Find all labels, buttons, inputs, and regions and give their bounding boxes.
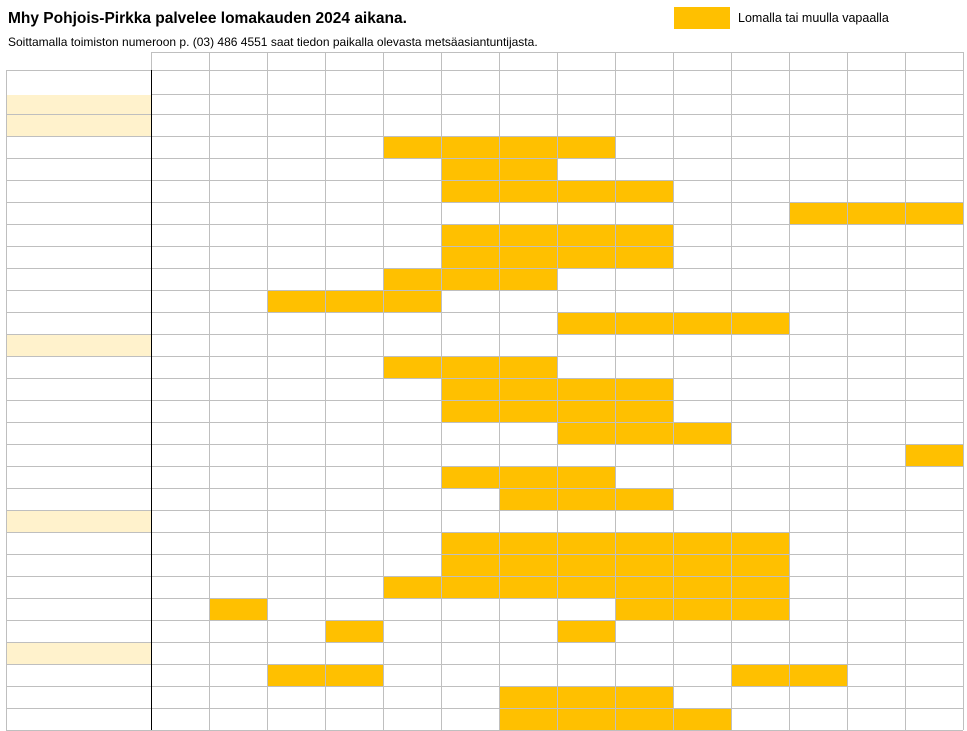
grid-col-line bbox=[789, 52, 790, 730]
vacation-cell bbox=[442, 379, 499, 400]
row-line bbox=[6, 246, 963, 247]
vacation-cell bbox=[500, 269, 557, 290]
row-line bbox=[6, 642, 963, 643]
vacation-cell bbox=[442, 555, 499, 576]
vacation-cell bbox=[500, 225, 557, 246]
grid-col-line bbox=[673, 52, 674, 730]
vacation-cell bbox=[558, 225, 615, 246]
vacation-cell bbox=[558, 247, 615, 268]
vacation-cell bbox=[500, 137, 557, 158]
grid-col-line bbox=[325, 52, 326, 730]
row-line bbox=[6, 334, 963, 335]
row-line bbox=[6, 664, 963, 665]
vacation-cell bbox=[732, 665, 789, 686]
sheet-subtitle: Soittamalla toimiston numeroon p. (03) 486 4551 saat tiedon paikalla olevasta metsäasiantuntijasta. bbox=[8, 35, 538, 49]
vacation-cell bbox=[558, 379, 615, 400]
vacation-cell bbox=[674, 423, 731, 444]
vacation-cell bbox=[616, 181, 673, 202]
vacation-cell bbox=[500, 709, 557, 730]
vacation-cell bbox=[616, 533, 673, 554]
vacation-cell bbox=[616, 687, 673, 708]
vacation-cell bbox=[558, 137, 615, 158]
vacation-cell bbox=[500, 489, 557, 510]
vacation-cell bbox=[500, 379, 557, 400]
grid-col-line bbox=[847, 52, 848, 730]
vacation-cell bbox=[500, 533, 557, 554]
vacation-cell bbox=[616, 577, 673, 598]
vacation-cell bbox=[906, 445, 963, 466]
section-header-bg bbox=[7, 511, 151, 532]
vacation-cell bbox=[442, 137, 499, 158]
vacation-cell bbox=[442, 159, 499, 180]
vacation-cell bbox=[326, 291, 383, 312]
grid-col-line bbox=[383, 52, 384, 730]
vacation-cell bbox=[384, 357, 441, 378]
row-line bbox=[6, 686, 963, 687]
row-line bbox=[6, 378, 963, 379]
vacation-cell bbox=[616, 379, 673, 400]
row-line bbox=[6, 180, 963, 181]
vacation-cell bbox=[500, 159, 557, 180]
legend-label: Lomalla tai muulla vapaalla bbox=[738, 11, 889, 25]
vacation-cell bbox=[558, 489, 615, 510]
grid-col-line bbox=[615, 52, 616, 730]
section-header-bg bbox=[7, 115, 151, 136]
row-line bbox=[6, 576, 963, 577]
vacation-cell bbox=[790, 665, 847, 686]
vacation-cell bbox=[674, 577, 731, 598]
vacation-cell bbox=[442, 225, 499, 246]
vacation-cell bbox=[616, 599, 673, 620]
legend-swatch bbox=[674, 7, 730, 29]
vacation-cell bbox=[500, 467, 557, 488]
row-line bbox=[6, 708, 963, 709]
grid-col-line bbox=[441, 52, 442, 730]
vacation-cell bbox=[442, 533, 499, 554]
vacation-cell bbox=[384, 269, 441, 290]
vacation-cell bbox=[558, 555, 615, 576]
vacation-cell bbox=[674, 555, 731, 576]
vacation-cell bbox=[558, 423, 615, 444]
vacation-cell bbox=[732, 533, 789, 554]
row-line bbox=[6, 202, 963, 203]
row-line bbox=[6, 598, 963, 599]
vacation-cell bbox=[674, 313, 731, 334]
vacation-cell bbox=[500, 687, 557, 708]
row-line bbox=[6, 136, 963, 137]
vacation-cell bbox=[558, 621, 615, 642]
vacation-cell bbox=[732, 555, 789, 576]
section-header-bg bbox=[7, 335, 151, 356]
vacation-cell bbox=[616, 247, 673, 268]
vacation-cell bbox=[268, 665, 325, 686]
vacation-cell bbox=[500, 555, 557, 576]
vacation-cell bbox=[384, 577, 441, 598]
grid-col-line bbox=[209, 52, 210, 730]
row-line bbox=[6, 268, 963, 269]
vacation-cell bbox=[558, 401, 615, 422]
vacation-cell bbox=[500, 401, 557, 422]
vacation-cell bbox=[558, 709, 615, 730]
row-line bbox=[6, 620, 963, 621]
vacation-cell bbox=[500, 181, 557, 202]
vacation-cell bbox=[558, 533, 615, 554]
vacation-cell bbox=[500, 247, 557, 268]
vacation-cell bbox=[906, 203, 963, 224]
vacation-cell bbox=[616, 225, 673, 246]
vacation-cell bbox=[442, 467, 499, 488]
vacation-cell bbox=[442, 269, 499, 290]
row-line bbox=[6, 422, 963, 423]
header-top-line bbox=[6, 70, 963, 71]
grid-col-line bbox=[905, 52, 906, 730]
section-header-bg bbox=[7, 95, 151, 114]
vacation-cell bbox=[674, 599, 731, 620]
grid-col-line bbox=[557, 52, 558, 730]
vacation-cell bbox=[848, 203, 905, 224]
vacation-cell bbox=[268, 291, 325, 312]
row-line bbox=[6, 290, 963, 291]
vacation-cell bbox=[790, 203, 847, 224]
vacation-cell bbox=[442, 247, 499, 268]
vacation-cell bbox=[616, 313, 673, 334]
row-line bbox=[6, 554, 963, 555]
vacation-cell bbox=[616, 423, 673, 444]
vacation-cell bbox=[384, 137, 441, 158]
grid-col-line bbox=[6, 70, 7, 730]
vacation-cell bbox=[558, 181, 615, 202]
row-line bbox=[6, 466, 963, 467]
vacation-cell bbox=[616, 709, 673, 730]
vacation-cell bbox=[732, 313, 789, 334]
grid-col-line bbox=[963, 52, 964, 730]
vacation-cell bbox=[616, 555, 673, 576]
name-col-border bbox=[151, 70, 152, 730]
row-line bbox=[6, 312, 963, 313]
row-line bbox=[6, 224, 963, 225]
vacation-cell bbox=[442, 357, 499, 378]
vacation-cell bbox=[558, 687, 615, 708]
row-line bbox=[6, 532, 963, 533]
vacation-cell bbox=[732, 599, 789, 620]
grid-col-line bbox=[499, 52, 500, 730]
row-line bbox=[6, 356, 963, 357]
vacation-cell bbox=[674, 709, 731, 730]
vacation-cell bbox=[732, 577, 789, 598]
vacation-cell bbox=[500, 577, 557, 598]
row-line bbox=[6, 488, 963, 489]
vacation-cell bbox=[558, 313, 615, 334]
vacation-cell bbox=[616, 401, 673, 422]
sheet-title: Mhy Pohjois-Pirkka palvelee lomakauden 2024 aikana. bbox=[8, 10, 407, 27]
vacation-cell bbox=[442, 181, 499, 202]
row-line bbox=[6, 158, 963, 159]
grid-col-line bbox=[731, 52, 732, 730]
row-line bbox=[6, 444, 963, 445]
vacation-cell bbox=[558, 577, 615, 598]
vacation-cell bbox=[616, 489, 673, 510]
row-line bbox=[6, 400, 963, 401]
vacation-cell bbox=[326, 621, 383, 642]
grid-col-line bbox=[267, 52, 268, 730]
row-line bbox=[6, 510, 963, 511]
vacation-cell bbox=[210, 599, 267, 620]
section-header-bg bbox=[7, 643, 151, 664]
vacation-cell bbox=[442, 577, 499, 598]
vacation-cell bbox=[384, 291, 441, 312]
vacation-cell bbox=[442, 401, 499, 422]
vacation-cell bbox=[326, 665, 383, 686]
vacation-cell bbox=[500, 357, 557, 378]
vacation-cell bbox=[558, 467, 615, 488]
vacation-cell bbox=[674, 533, 731, 554]
row-line bbox=[6, 114, 963, 115]
